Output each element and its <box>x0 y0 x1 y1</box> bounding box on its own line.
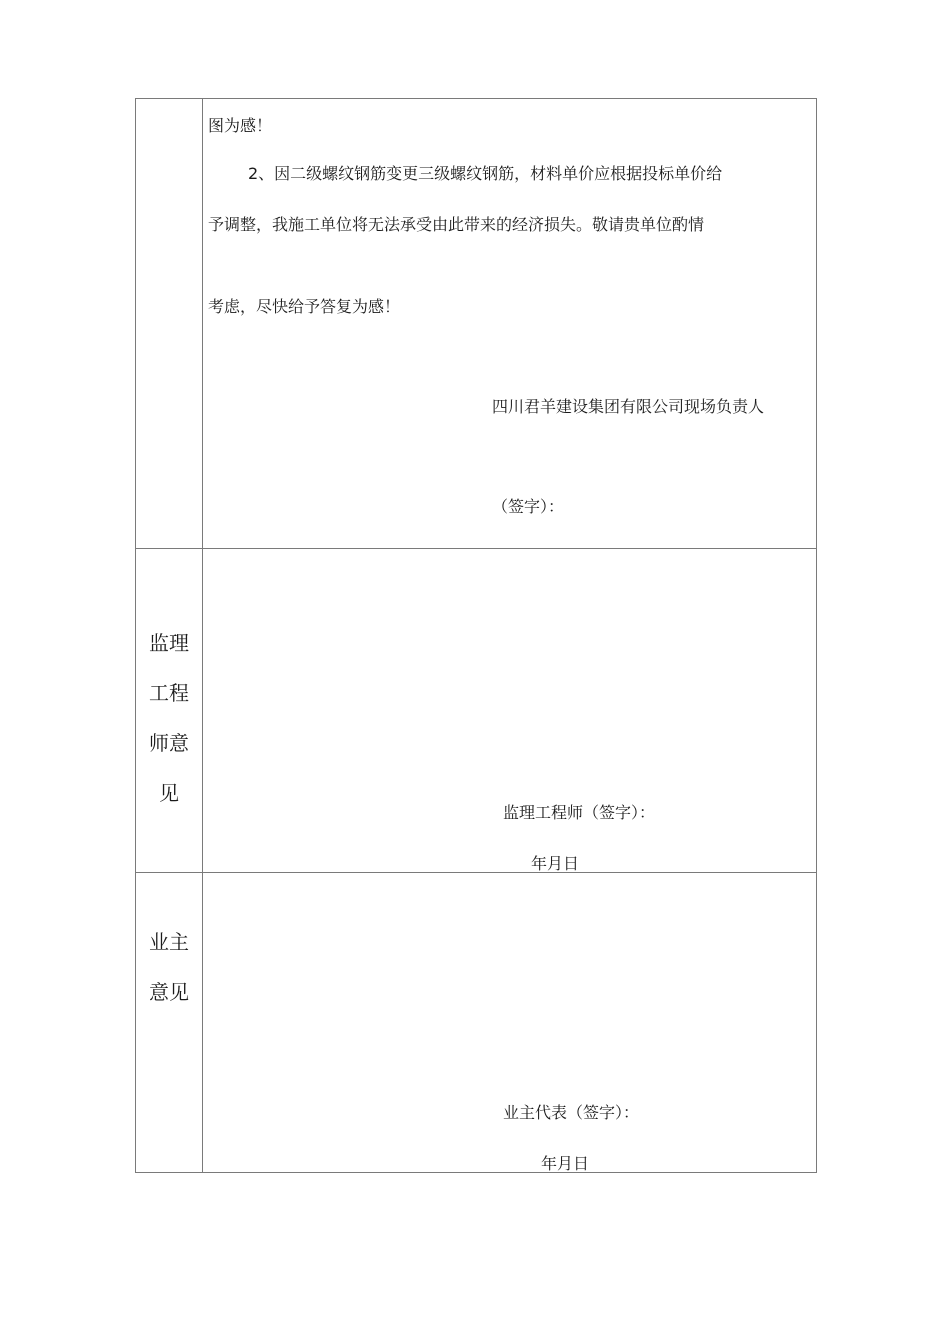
supervisor-signature-label: 监理工程师（签字）： <box>503 803 656 822</box>
owner-label-line: 意见 <box>149 980 189 1004</box>
statement-line-4: 考虑，尽快给予答复为感！ <box>208 297 401 316</box>
contractor-company: 四川君羊建设集团有限公司现场负责人 <box>492 397 765 416</box>
owner-opinion-label <box>136 917 202 1017</box>
contractor-signature-label: （签字）： <box>492 497 565 516</box>
supervisor-opinion-label <box>136 618 202 818</box>
column-divider <box>202 99 203 1172</box>
statement-line-2: 2、因二级螺纹钢筋变更三级螺纹钢筋，材料单价应根据投标单价给 <box>248 164 723 183</box>
supervisor-date-label: 年月日 <box>531 854 580 873</box>
row-divider-2 <box>136 872 816 873</box>
owner-label-line: 业主 <box>149 930 189 954</box>
supervisor-label-line: 工程 <box>149 681 189 705</box>
statement-line-3: 予调整，我施工单位将无法承受由此带来的经济损失。敬请贵单位酌情 <box>208 215 705 234</box>
approval-form-table <box>135 98 817 1173</box>
supervisor-label-line: 监理 <box>149 631 189 655</box>
row-divider-1 <box>136 548 816 549</box>
supervisor-label-line: 师意 <box>149 731 189 755</box>
statement-line-1: 图为感！ <box>208 116 273 135</box>
owner-date-label: 年月日 <box>541 1154 590 1173</box>
supervisor-label-line: 见 <box>159 781 179 805</box>
owner-signature-label: 业主代表（签字）： <box>503 1103 640 1122</box>
